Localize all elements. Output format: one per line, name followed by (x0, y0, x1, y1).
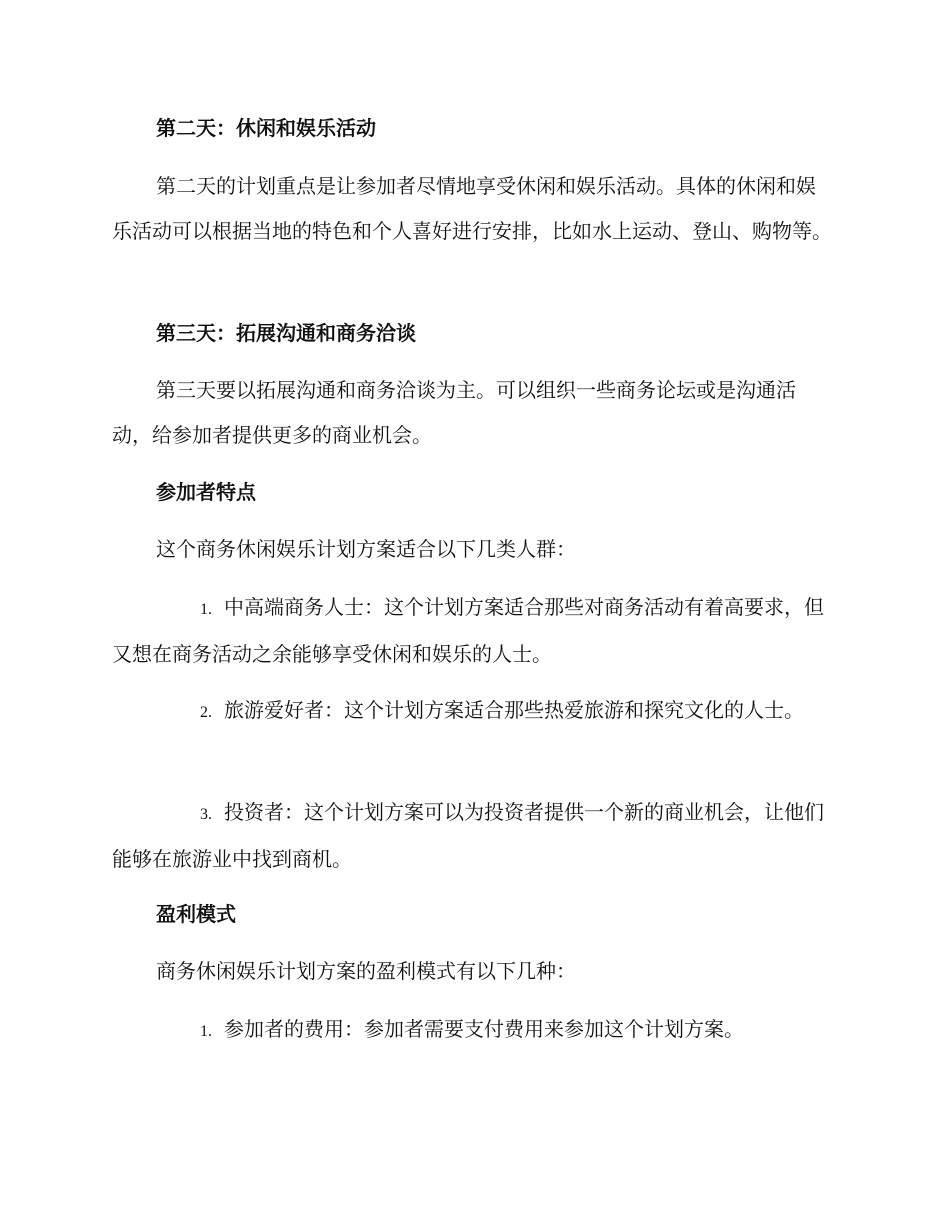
list-item-number: 3. (200, 806, 212, 823)
list-item-number: 1. (200, 601, 212, 618)
profit-heading: 盈利模式 (156, 902, 236, 926)
day2-heading: 第二天：休闲和娱乐活动 (156, 116, 376, 140)
day3-body: 第三天要以拓展沟通和商务洽谈为主。可以组织一些商务论坛或是沟通活动，给参加者提供更多的商业机会。 (112, 378, 796, 447)
day3-heading: 第三天：拓展沟通和商务洽谈 (156, 321, 416, 345)
participants-list-item (112, 688, 834, 735)
participants-list-item (112, 790, 834, 882)
list-item-text: 中高端商务人士：这个计划方案适合那些对商务活动有着高要求，但又想在商务活动之余能够享受休闲和娱乐的人士。 (112, 595, 824, 666)
participants-list-item (112, 585, 834, 677)
participants-heading: 参加者特点 (156, 480, 256, 504)
list-item-text: 旅游爱好者：这个计划方案适合那些热爱旅游和探究文化的人士。 (224, 698, 804, 722)
day2-body: 第二天的计划重点是让参加者尽情地享受休闲和娱乐活动。具体的休闲和娱乐活动可以根据当地的特色和个人喜好进行安排，比如水上运动、登山、购物等。 (112, 174, 832, 243)
list-item-number: 2. (200, 704, 212, 721)
list-item-number: 1. (200, 1023, 212, 1040)
participants-intro: 这个商务休闲娱乐计划方案适合以下几类人群： (156, 537, 576, 561)
list-item-text: 投资者：这个计划方案可以为投资者提供一个新的商业机会，让他们能够在旅游业中找到商机。 (112, 800, 824, 871)
profit-list-item (112, 1007, 834, 1054)
list-item-text: 参加者的费用：参加者需要支付费用来参加这个计划方案。 (224, 1017, 744, 1041)
profit-intro: 商务休闲娱乐计划方案的盈利模式有以下几种： (156, 959, 576, 983)
